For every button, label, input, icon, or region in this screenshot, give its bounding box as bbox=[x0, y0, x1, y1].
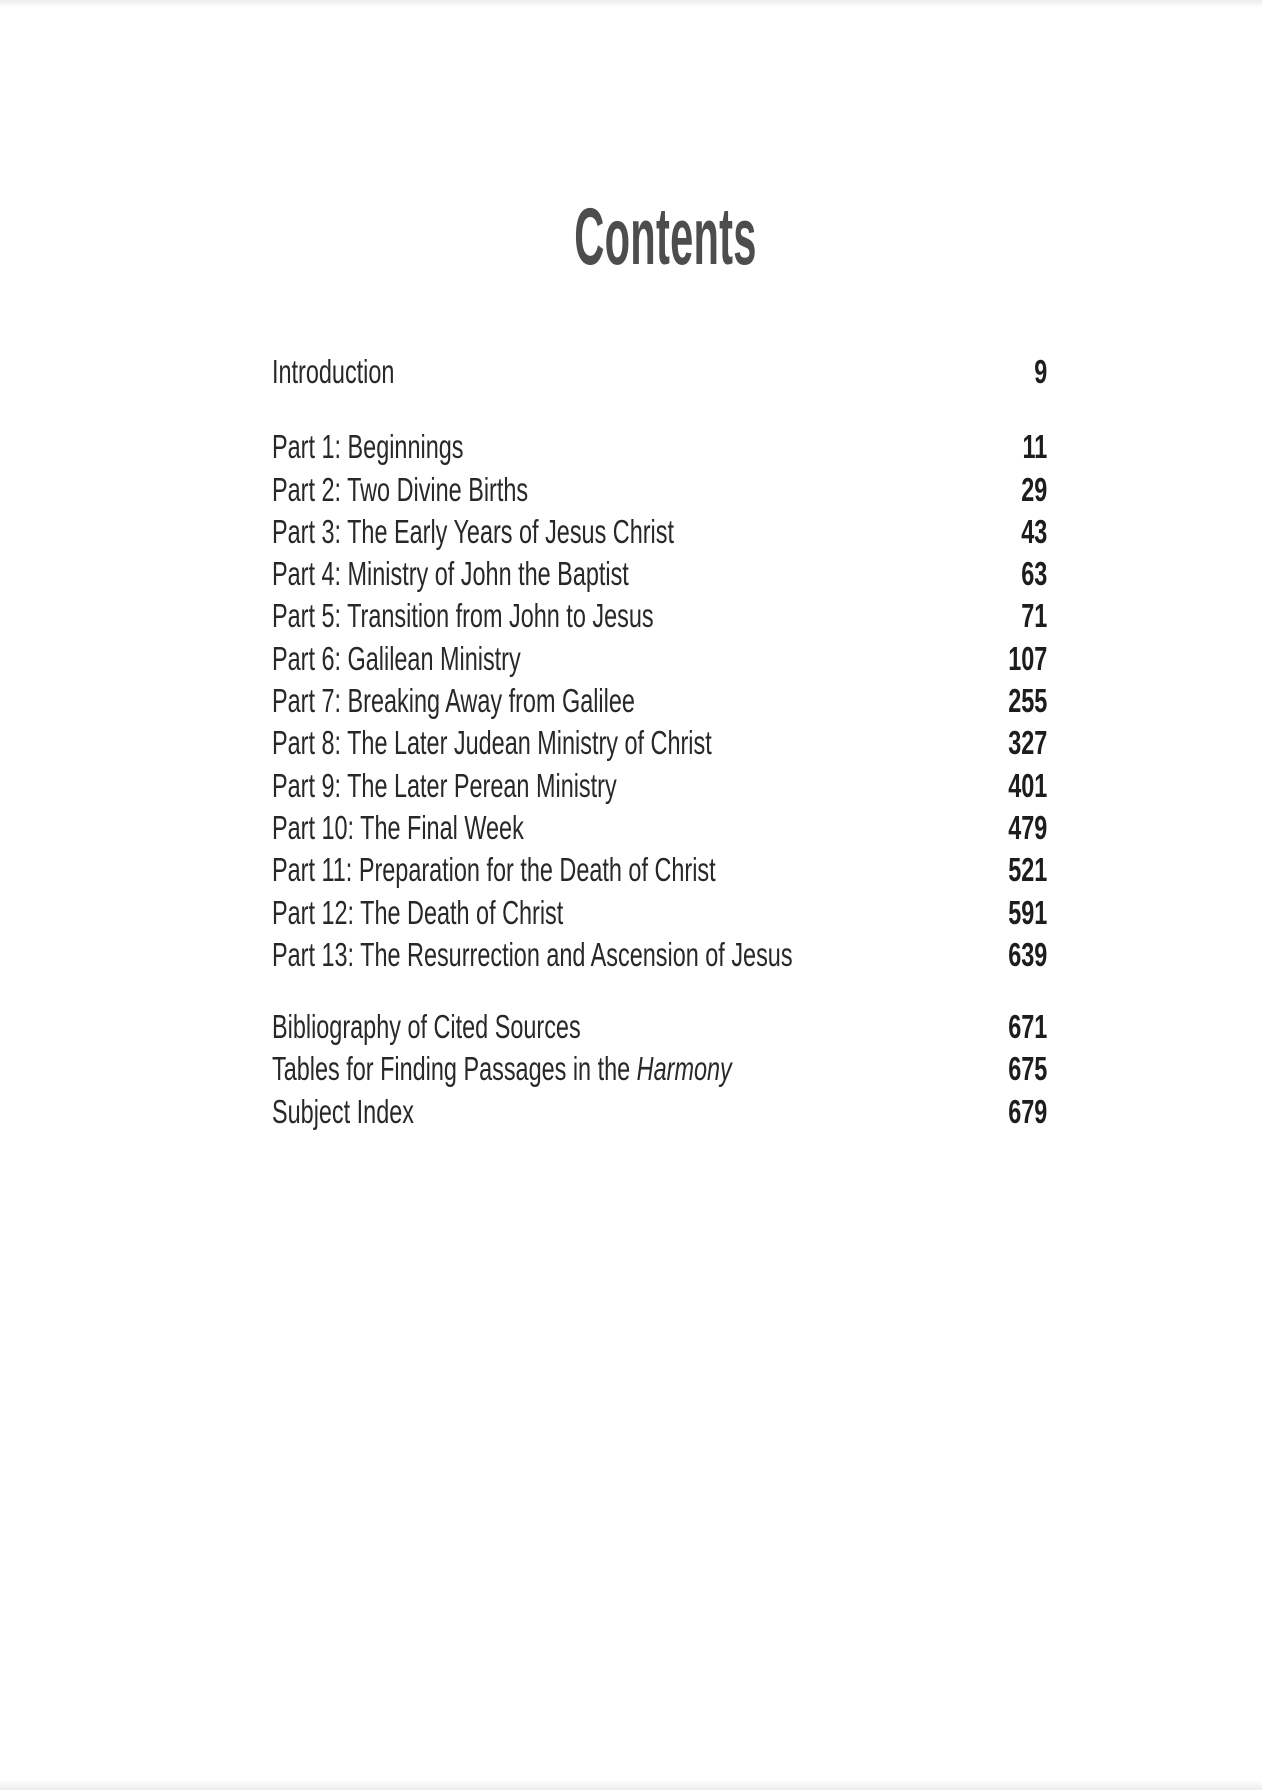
toc-entry-tables bbox=[272, 1048, 1047, 1090]
toc-entry-part-3 bbox=[272, 511, 1047, 553]
toc-entry-introduction bbox=[272, 351, 1047, 393]
toc-entry-page-number: 675 bbox=[1008, 1050, 1048, 1088]
toc-entry-part-1 bbox=[272, 426, 1047, 468]
toc-entry-part-9 bbox=[272, 765, 1047, 807]
toc-entry-part-7 bbox=[272, 680, 1047, 722]
toc-entry-label: Part 8: The Later Judean Ministry of Christ bbox=[272, 724, 712, 762]
toc-entry-page-number: 521 bbox=[1008, 851, 1048, 889]
toc-entry-part-5 bbox=[272, 595, 1047, 637]
toc-entry-label: Introduction bbox=[272, 353, 395, 390]
toc-back-matter-group bbox=[272, 1006, 1047, 1133]
toc-entry-part-11 bbox=[272, 849, 1047, 891]
title-area bbox=[34, 0, 1262, 282]
toc-entry-page-number: 255 bbox=[1008, 682, 1048, 720]
toc-entry-page-number: 639 bbox=[1008, 935, 1048, 973]
page-bottom-edge-shading bbox=[0, 1780, 1262, 1790]
toc-entry-label: Part 6: Galilean Ministry bbox=[272, 639, 521, 677]
table-of-contents bbox=[272, 351, 1047, 1133]
toc-entry-label: Part 11: Preparation for the Death of Christ bbox=[272, 851, 716, 889]
toc-entry-label: Part 13: The Resurrection and Ascension of Jesus bbox=[272, 935, 793, 973]
toc-entry-page-number: 43 bbox=[1021, 512, 1048, 550]
toc-entry-page-number: 29 bbox=[1021, 470, 1048, 508]
toc-entry-page-number: 9 bbox=[1034, 353, 1048, 390]
toc-entry-part-10 bbox=[272, 807, 1047, 849]
toc-entry-label: Part 12: The Death of Christ bbox=[272, 893, 564, 931]
toc-entry-page-number: 327 bbox=[1008, 724, 1048, 762]
toc-entry-part-4 bbox=[272, 553, 1047, 595]
toc-entry-label: Part 4: Ministry of John the Baptist bbox=[272, 555, 629, 593]
toc-entry-part-6 bbox=[272, 638, 1047, 680]
toc-entry-bibliography bbox=[272, 1006, 1047, 1048]
toc-entry-page-number: 107 bbox=[1008, 639, 1048, 677]
toc-entry-part-13 bbox=[272, 934, 1047, 976]
toc-entry-subject-index bbox=[272, 1091, 1047, 1133]
toc-entry-label: Part 3: The Early Years of Jesus Christ bbox=[272, 512, 674, 550]
toc-entry-label: Tables for Finding Passages in the Harmony bbox=[272, 1050, 732, 1088]
toc-entry-part-2 bbox=[272, 469, 1047, 511]
toc-entry-label: Part 7: Breaking Away from Galilee bbox=[272, 682, 635, 720]
toc-entry-page-number: 401 bbox=[1008, 766, 1048, 804]
toc-entry-page-number: 63 bbox=[1021, 555, 1048, 593]
toc-entry-page-number: 11 bbox=[1022, 428, 1048, 466]
toc-entry-part-8 bbox=[272, 722, 1047, 764]
toc-entry-page-number: 71 bbox=[1021, 597, 1048, 635]
toc-entry-page-number: 679 bbox=[1008, 1092, 1048, 1130]
toc-entry-part-12 bbox=[272, 892, 1047, 934]
toc-intro-group bbox=[272, 351, 1047, 393]
toc-entry-label: Part 9: The Later Perean Ministry bbox=[272, 766, 617, 804]
toc-entry-page-number: 671 bbox=[1008, 1008, 1048, 1046]
toc-entry-label: Part 5: Transition from John to Jesus bbox=[272, 597, 654, 635]
toc-entry-label: Subject Index bbox=[272, 1092, 414, 1130]
toc-entry-label: Part 2: Two Divine Births bbox=[272, 470, 529, 508]
toc-entry-page-number: 591 bbox=[1008, 893, 1048, 931]
toc-parts-group bbox=[272, 426, 1047, 976]
toc-entry-label: Part 10: The Final Week bbox=[272, 808, 524, 846]
page-title: Contents bbox=[573, 192, 757, 282]
toc-entry-page-number: 479 bbox=[1008, 808, 1048, 846]
toc-entry-label-italic: Harmony bbox=[636, 1050, 732, 1088]
toc-entry-label: Bibliography of Cited Sources bbox=[272, 1008, 581, 1046]
toc-entry-label: Part 1: Beginnings bbox=[272, 428, 464, 466]
